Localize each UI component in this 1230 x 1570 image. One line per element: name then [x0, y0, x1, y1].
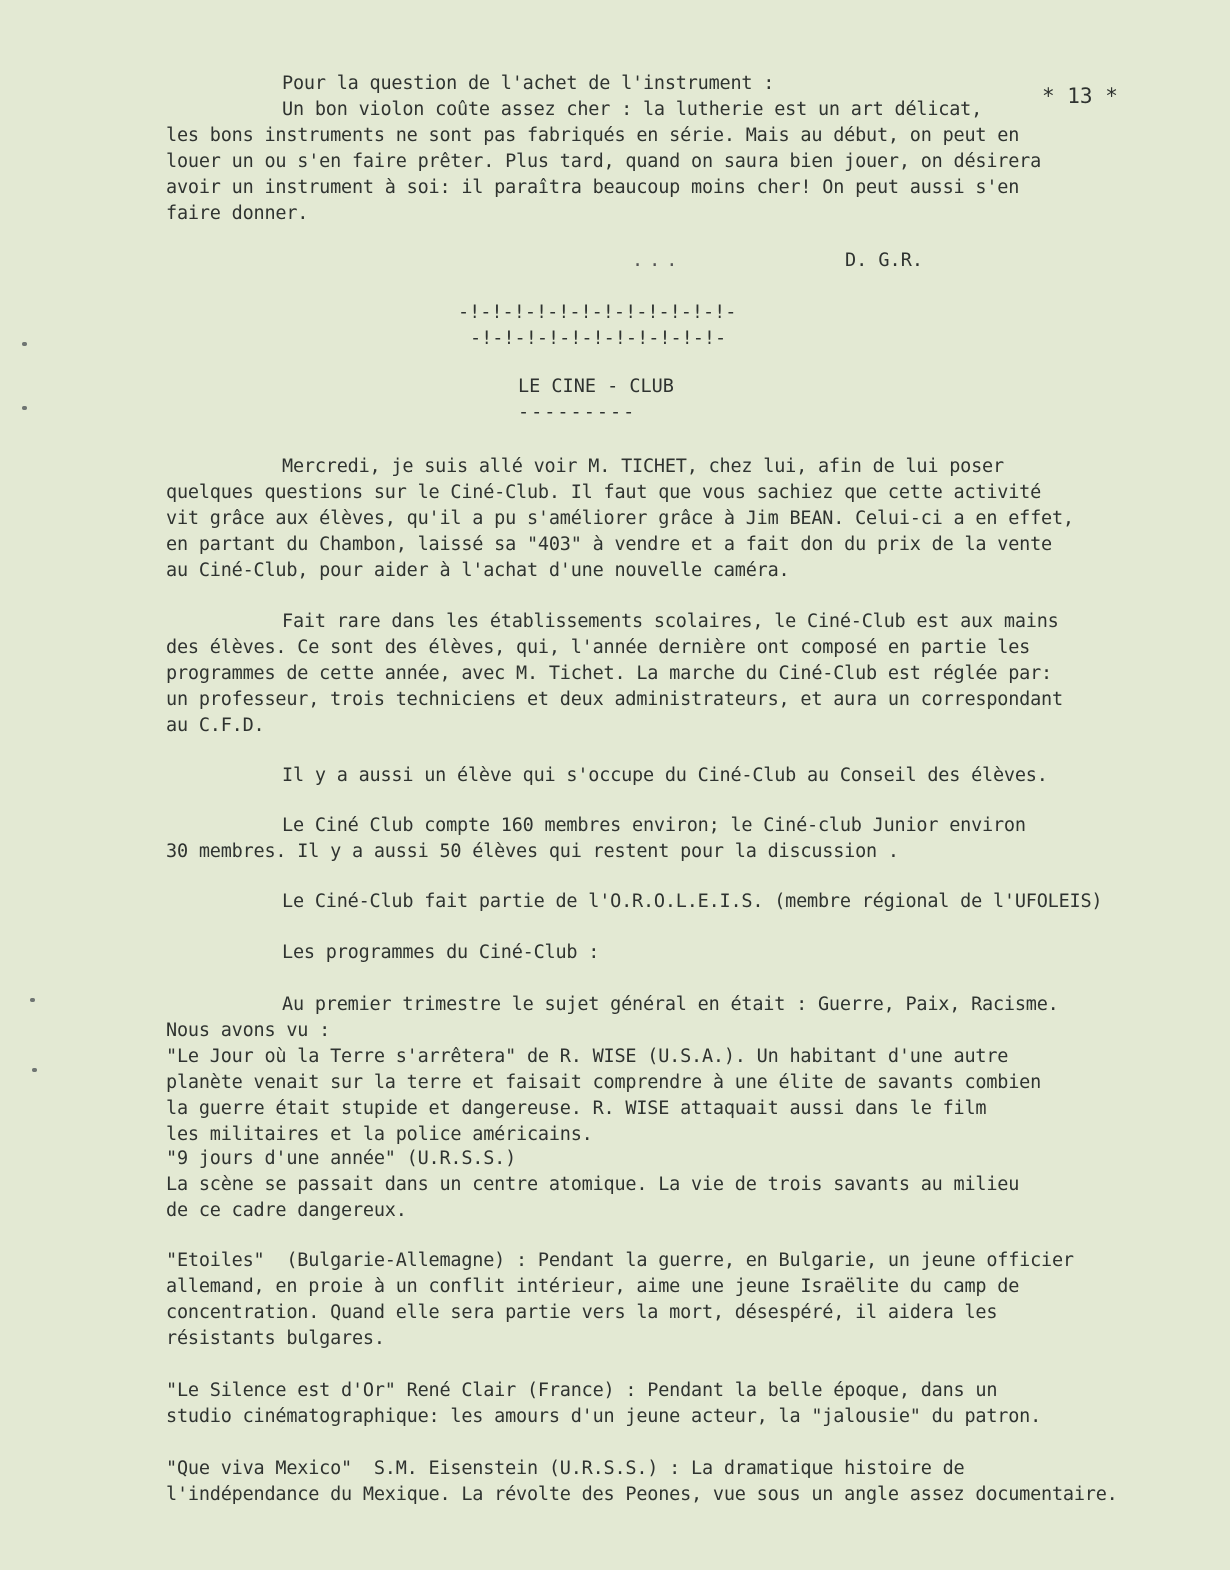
- body-line: planète venait sur la terre et faisait comprendre à une élite de savants combien: [166, 1072, 1042, 1093]
- body-line: Le Ciné-Club fait partie de l'O.R.O.L.E.I.S. (membre régional de l'UFOLEIS): [282, 891, 1103, 912]
- body-line: La scène se passait dans un centre atomique. La vie de trois savants au milieu: [166, 1174, 1020, 1195]
- ornament-line: -!-!-!-!-!-!-!-!-!-!-!-!-: [458, 302, 737, 323]
- punch-mark: [22, 406, 27, 410]
- body-line: vit grâce aux élèves, qu'il a pu s'améliorer grâce à Jim BEAN. Celui-ci a en effet,: [166, 508, 1074, 529]
- intro-line: louer un ou s'en faire prêter. Plus tard, quand on saura bien jouer, on désirera: [166, 151, 1042, 172]
- signature: D. G.R.: [845, 250, 923, 271]
- body-line: la guerre était stupide et dangereuse. R. WISE attaquait aussi dans le film: [166, 1098, 987, 1119]
- body-line: allemand, en proie à un conflit intérieur, aime une jeune Israëlite du camp de: [166, 1276, 1020, 1297]
- body-line: 30 membres. Il y a aussi 50 élèves qui restent pour la discussion .: [166, 841, 899, 862]
- body-line: "Le Silence est d'Or" René Clair (France) : Pendant la belle époque, dans un: [166, 1380, 998, 1401]
- body-line: quelques questions sur le Ciné-Club. Il faut que vous sachiez que cette activité: [166, 482, 1042, 503]
- body-line: l'indépendance du Mexique. La révolte des Peones, vue sous un angle assez documentaire.: [166, 1484, 1118, 1505]
- body-line: des élèves. Ce sont des élèves, qui, l'année dernière ont composé en partie les: [166, 637, 1031, 658]
- body-line: concentration. Quand elle sera partie vers la mort, désespéré, il aidera les: [166, 1302, 998, 1323]
- body-line: Fait rare dans les établissements scolaires, le Ciné-Club est aux mains: [282, 611, 1059, 632]
- body-line: de ce cadre dangereux.: [166, 1200, 407, 1221]
- body-line: les militaires et la police américains.: [166, 1124, 593, 1145]
- body-line: Les programmes du Ciné-Club :: [282, 942, 600, 963]
- punch-mark: [32, 1068, 37, 1072]
- body-line: "9 jours d'une année" (U.R.S.S.): [166, 1148, 517, 1169]
- body-line: un professeur, trois techniciens et deux administrateurs, et aura un correspondant: [166, 689, 1063, 710]
- body-line: Le Ciné Club compte 160 membres environ; le Ciné-club Junior environ: [282, 815, 1026, 836]
- body-line: résistants bulgares.: [166, 1328, 385, 1349]
- body-line: en partant du Chambon, laissé sa "403" à vendre et a fait don du prix de la vente: [166, 534, 1052, 555]
- intro-line: les bons instruments ne sont pas fabriqués en série. Mais au début, on peut en: [166, 125, 1020, 146]
- section-underline: ---------: [518, 402, 637, 423]
- body-line: Il y a aussi un élève qui s'occupe du Ciné-Club au Conseil des élèves.: [282, 765, 1048, 786]
- body-line: au Ciné-Club, pour aider à l'achat d'une nouvelle caméra.: [166, 560, 790, 581]
- punch-mark: [22, 342, 27, 346]
- body-line: programmes de cette année, avec M. Tichet. La marche du Ciné-Club est réglée par:: [166, 663, 1052, 684]
- body-line: Au premier trimestre le sujet général en était : Guerre, Paix, Racisme.: [282, 994, 1059, 1015]
- intro-line: avoir un instrument à soi: il paraîtra beaucoup moins cher! On peut aussi s'en: [166, 177, 1020, 198]
- intro-line: Un bon violon coûte assez cher : la lutherie est un art délicat,: [282, 99, 983, 120]
- ornament-line: -!-!-!-!-!-!-!-!-!-!-!-: [470, 328, 727, 349]
- section-title: LE CINE - CLUB: [518, 376, 674, 397]
- ellipsis-dots: ...: [632, 250, 684, 271]
- page-number: * 13 *: [1042, 84, 1118, 108]
- body-line: studio cinématographique: les amours d'un jeune acteur, la "jalousie" du patron.: [166, 1406, 1042, 1427]
- body-line: "Etoiles" (Bulgarie-Allemagne) : Pendant la guerre, en Bulgarie, un jeune officier: [166, 1250, 1074, 1271]
- body-line: "Le Jour où la Terre s'arrêtera" de R. WISE (U.S.A.). Un habitant d'une autre: [166, 1046, 1009, 1067]
- body-line: au C.F.D.: [166, 715, 265, 736]
- body-line: "Que viva Mexico" S.M. Eisenstein (U.R.S.S.) : La dramatique histoire de: [166, 1458, 965, 1479]
- intro-line: faire donner.: [166, 203, 309, 224]
- body-line: Mercredi, je suis allé voir M. TICHET, chez lui, afin de lui poser: [282, 456, 1004, 477]
- body-line: Nous avons vu :: [166, 1020, 331, 1041]
- intro-line: Pour la question de l'achet de l'instrument :: [282, 73, 775, 94]
- punch-mark: [30, 998, 35, 1002]
